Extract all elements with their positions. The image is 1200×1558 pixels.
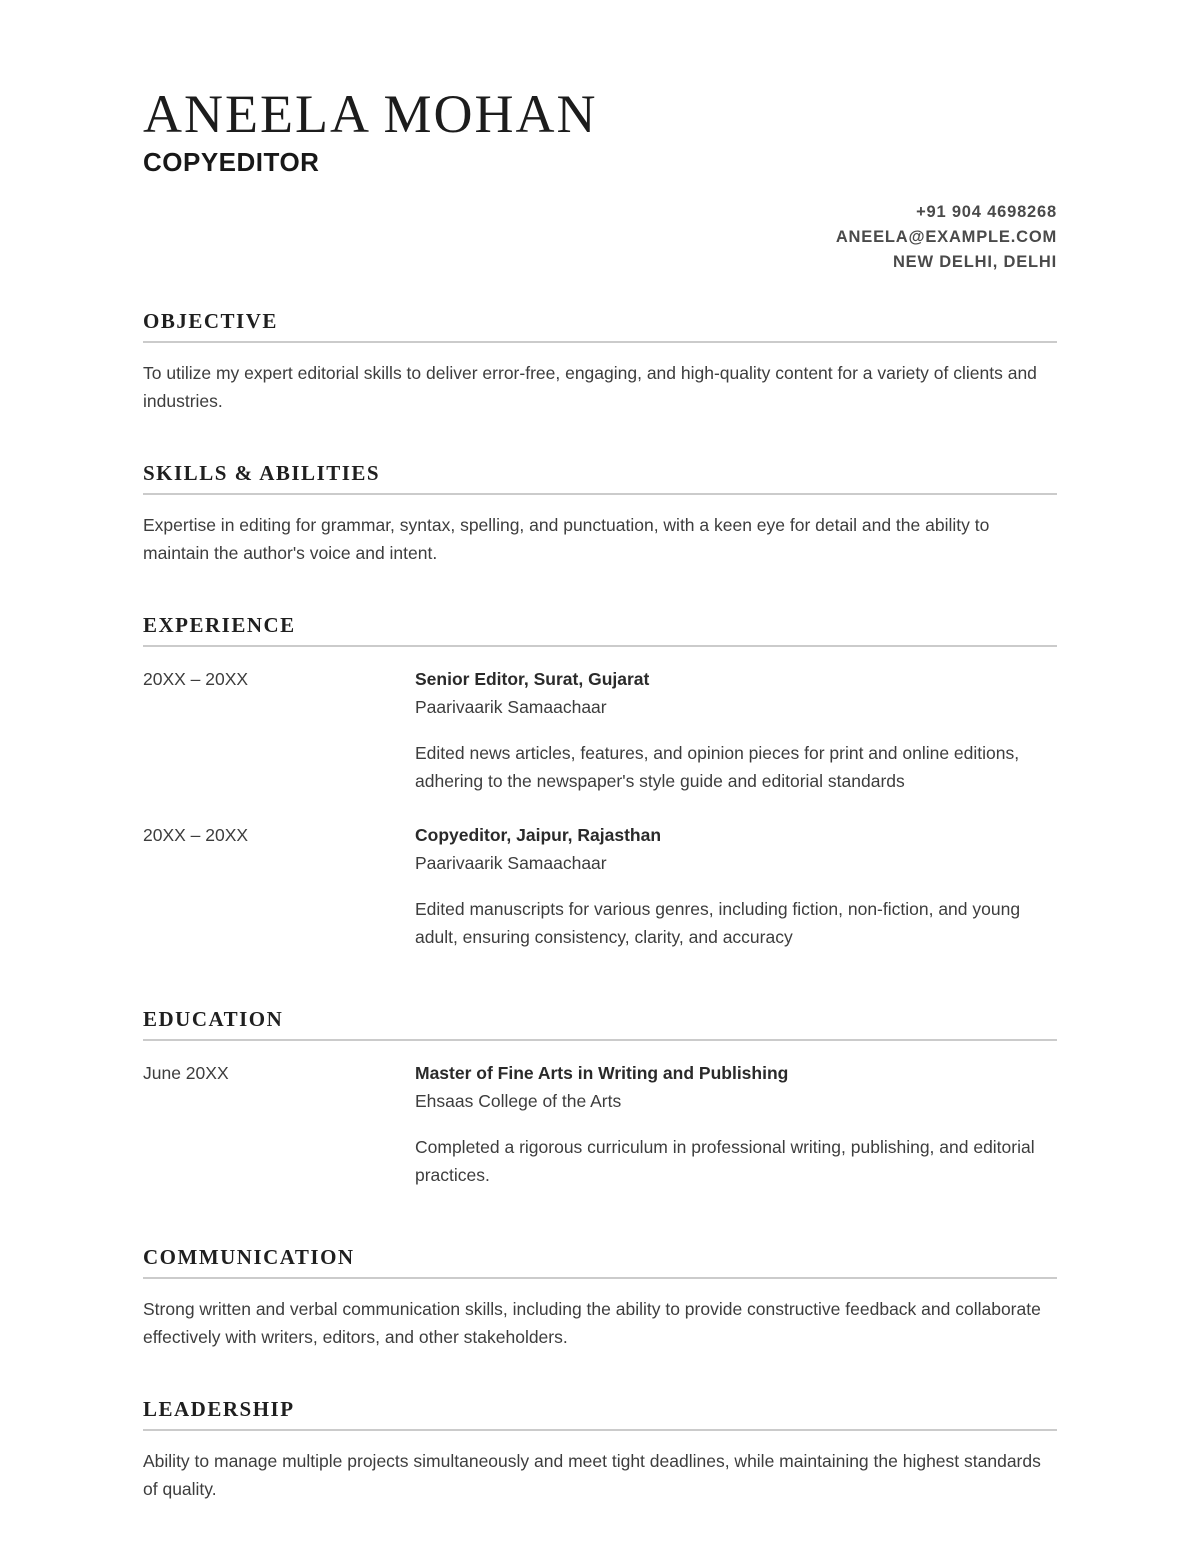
experience-dates: 20XX – 20XX (143, 824, 249, 845)
education-dates: June 20XX (143, 1062, 229, 1083)
experience-description: Edited manuscripts for various genres, including fiction, non-fiction, and young adult, ensuring consistency, clarity, and accuracy (415, 898, 1021, 947)
contact-location: NEW DELHI, DELHI (892, 252, 1057, 271)
education-details (415, 1059, 1057, 1189)
experience-details (415, 665, 1057, 795)
objective-heading: OBJECTIVE (143, 309, 1057, 343)
education-degree: Master of Fine Arts in Writing and Publishing (415, 1062, 789, 1083)
experience-details (415, 821, 1057, 951)
section-education (143, 1007, 1057, 1189)
skills-heading: SKILLS & ABILITIES (143, 461, 1057, 495)
experience-entry (143, 821, 1057, 951)
leadership-text: Ability to manage multiple projects simultaneously and meet tight deadlines, while maintaining the highest standards of quality. (143, 1450, 1041, 1499)
experience-organization: Paarivaarik Samaachaar (415, 696, 607, 717)
education-school: Ehsaas College of the Arts (415, 1090, 622, 1111)
person-name: ANEELA MOHAN (143, 84, 598, 144)
person-job-title: COPYEDITOR (143, 146, 320, 177)
education-heading: EDUCATION (143, 1007, 1057, 1041)
communication-heading: COMMUNICATION (143, 1245, 1057, 1279)
section-experience (143, 613, 1057, 951)
resume-header (143, 86, 1057, 275)
experience-organization: Paarivaarik Samaachaar (415, 852, 607, 873)
section-communication (143, 1245, 1057, 1351)
experience-dates: 20XX – 20XX (143, 668, 249, 689)
education-entry (143, 1059, 1057, 1189)
contact-block (143, 200, 1057, 275)
experience-heading: EXPERIENCE (143, 613, 1057, 647)
education-description: Completed a rigorous curriculum in professional writing, publishing, and editorial practices. (415, 1136, 1035, 1185)
leadership-heading: LEADERSHIP (143, 1397, 1057, 1431)
contact-email: ANEELA@EXAMPLE.COM (835, 227, 1057, 246)
section-skills (143, 461, 1057, 567)
skills-text: Expertise in editing for grammar, syntax, spelling, and punctuation, with a keen eye for detail and the ability to maintain the author's voice and intent. (143, 514, 990, 563)
experience-description: Edited news articles, features, and opinion pieces for print and online editions, adhering to the newspaper's style guide and editorial standards (415, 742, 1020, 791)
section-objective (143, 309, 1057, 415)
section-leadership (143, 1397, 1057, 1503)
experience-job-title: Copyeditor, Jaipur, Rajasthan (415, 824, 662, 845)
experience-entry (143, 665, 1057, 795)
contact-phone: +91 904 4698268 (916, 202, 1057, 221)
communication-text: Strong written and verbal communication skills, including the ability to provide constructive feedback and collaborate effectively with writers, editors, and other stakeholders. (143, 1298, 1041, 1347)
objective-text: To utilize my expert editorial skills to deliver error-free, engaging, and high-quality content for a variety of clients and industries. (143, 362, 1037, 411)
experience-job-title: Senior Editor, Surat, Gujarat (415, 668, 650, 689)
